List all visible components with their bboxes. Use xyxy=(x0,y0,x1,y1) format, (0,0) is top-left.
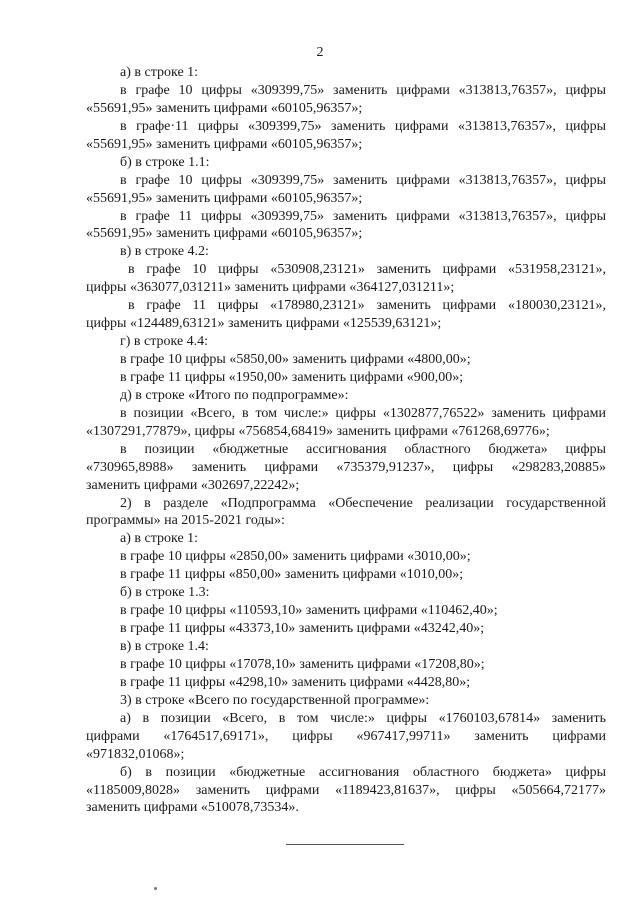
paragraph-line: 3) в строке «Всего по государственной программе»: xyxy=(120,692,430,708)
paragraph-line: в графе·11 цифры «309399,75» заменить цифрами «313813,76357», цифры xyxy=(120,118,606,134)
paragraph-line: в графе 10 цифры «110593,10» заменить цифрами «110462,40»; xyxy=(120,603,498,619)
paragraph-line: в) в строке 4.2: xyxy=(120,244,209,260)
paragraph-line: г) в строке 4.4: xyxy=(120,334,209,350)
paragraph-line: «55691,95» заменить цифрами «60105,96357»; xyxy=(86,190,363,206)
paragraph-line: в графе 11 цифры «309399,75» заменить цифрами «313813,76357», цифры xyxy=(120,208,606,224)
page-number: 2 xyxy=(316,45,324,60)
paragraph-line: в графе 10 цифры «17078,10» заменить цифрами «17208,80»; xyxy=(120,656,485,672)
paragraph-line: заменить цифрами «510078,73534». xyxy=(86,800,299,816)
paragraph-line: а) в строке 1: xyxy=(120,531,199,547)
paragraph-line: в графе 10 цифры «2850,00» заменить цифрами «3010,00»; xyxy=(120,549,471,565)
paragraph-line: заменить цифрами «302697,22242»; xyxy=(86,477,300,493)
document-body xyxy=(86,64,606,817)
paragraph-line: в графе 10 цифры «309399,75» заменить цифрами «313813,76357», цифры xyxy=(120,82,606,98)
paragraph-line: в позиции «Всего, в том числе:» цифры «1302877,76522» заменить цифрами xyxy=(120,405,606,421)
paragraph-line: программы» на 2015-2021 годы»: xyxy=(86,513,285,529)
paragraph-line: в графе 11 цифры «178980,23121» заменить цифрами «180030,23121», xyxy=(128,298,606,314)
paragraph-line: а) в строке 1: xyxy=(120,65,199,80)
paragraph-line: цифры «124489,63121» заменить цифрами «125539,63121»; xyxy=(86,316,442,332)
paragraph-line: б) в позиции «бюджетные ассигнования областного бюджета» цифры xyxy=(120,764,606,780)
paragraph-line: в графе 11 цифры «4298,10» заменить цифрами «4428,80»; xyxy=(120,674,471,690)
paragraph-line: «971832,01068»; xyxy=(86,746,185,762)
paragraph-line: цифрами «1764517,69171», цифры «967417,99711» заменить цифрами xyxy=(86,728,606,744)
paragraph-line: д) в строке «Итого по подпрограмме»: xyxy=(120,387,349,403)
paragraph-line: «55691,95» заменить цифрами «60105,96357»; xyxy=(86,136,363,152)
paragraph-line: «1185009,8028» заменить цифрами «1189423,81637», цифры «505664,72177» xyxy=(86,782,606,798)
paragraph-line: цифры «363077,031211» заменить цифрами «364127,031211»; xyxy=(86,280,455,296)
paragraph-line: 2) в разделе «Подпрограмма «Обеспечение реализации государственной xyxy=(120,495,606,511)
paragraph-line: в позиции «бюджетные ассигнования областного бюджета» цифры xyxy=(120,441,606,457)
paragraph-line: «1307291,77879», цифры «756854,68419» заменить цифрами «761268,69776»; xyxy=(86,423,550,439)
scan-speck xyxy=(154,887,157,890)
paragraph-line: «55691,95» заменить цифрами «60105,96357»; xyxy=(86,226,363,242)
paragraph-line: в графе 10 цифры «309399,75» заменить цифрами «313813,76357», цифры xyxy=(120,172,606,188)
closing-divider-line xyxy=(286,844,404,845)
paragraph-line: в) в строке 1.4: xyxy=(120,639,209,654)
paragraph-line: в графе 11 цифры «43373,10» заменить цифрами «43242,40»; xyxy=(120,621,485,637)
paragraph-line: в графе 11 цифры «850,00» заменить цифрами «1010,00»; xyxy=(120,567,464,583)
paragraph-line: в графе 11 цифры «1950,00» заменить цифрами «900,00»; xyxy=(120,369,464,385)
paragraph-line: б) в строке 1.3: xyxy=(120,585,210,601)
paragraph-line: в графе 10 цифры «5850,00» заменить цифрами «4800,00»; xyxy=(120,352,471,367)
paragraph-line: «55691,95» заменить цифрами «60105,96357»; xyxy=(86,100,363,116)
paragraph-line: а) в позиции «Всего, в том числе:» цифры «1760103,67814» заменить xyxy=(120,710,606,726)
paragraph-line: в графе 10 цифры «530908,23121» заменить цифрами «531958,23121», xyxy=(128,262,606,278)
paragraph-line: б) в строке 1.1: xyxy=(120,154,210,170)
paragraph-line: «730965,8988» заменить цифрами «735379,91237», цифры «298283,20885» xyxy=(86,459,606,475)
